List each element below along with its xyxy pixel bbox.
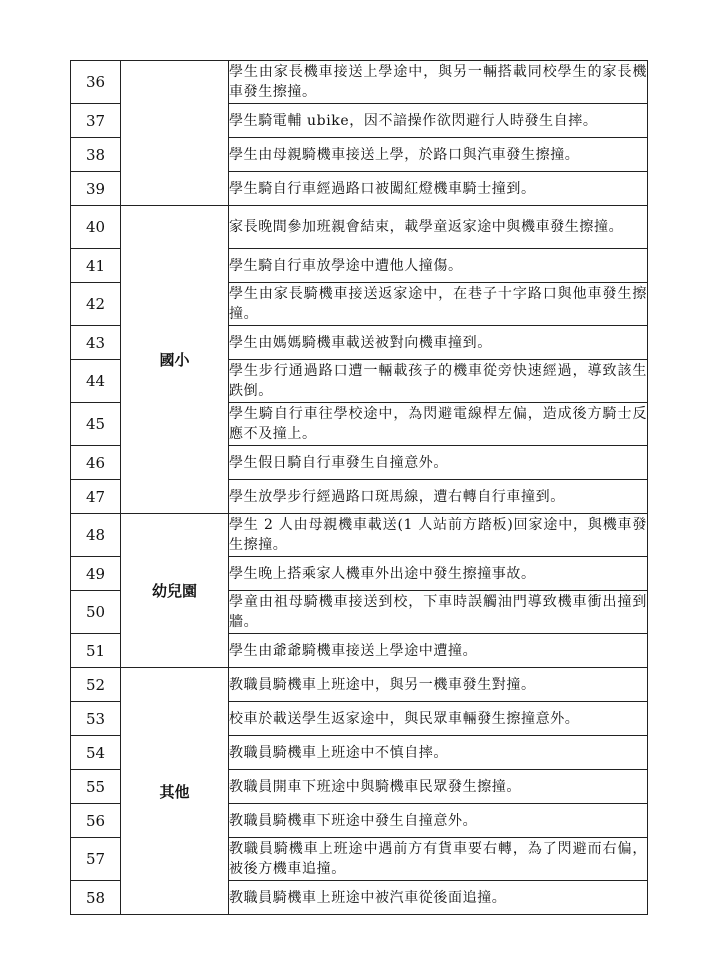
category-cell bbox=[121, 61, 229, 206]
table-row bbox=[71, 61, 648, 104]
incident-description: 學生騎電輔 ubike，因不諳操作欲閃避行人時發生自摔。 bbox=[229, 104, 648, 138]
case-number: 50 bbox=[71, 591, 121, 634]
case-number: 40 bbox=[71, 206, 121, 249]
case-number: 46 bbox=[71, 446, 121, 480]
incident-description: 學生騎自行車往學校途中，為閃避電線桿左偏，造成後方騎士反應不及撞上。 bbox=[229, 403, 648, 446]
case-number: 36 bbox=[71, 61, 121, 104]
case-number: 41 bbox=[71, 249, 121, 283]
incident-description: 教職員騎機車上班途中不慎自摔。 bbox=[229, 736, 648, 770]
case-number: 54 bbox=[71, 736, 121, 770]
incident-description: 學生假日騎自行車發生自撞意外。 bbox=[229, 446, 648, 480]
case-number: 48 bbox=[71, 514, 121, 557]
incident-description: 學生騎自行車經過路口被闖紅燈機車騎士撞到。 bbox=[229, 172, 648, 206]
incident-description: 學童由祖母騎機車接送到校，下車時誤觸油門導致機車衝出撞到牆。 bbox=[229, 591, 648, 634]
case-number: 39 bbox=[71, 172, 121, 206]
case-number: 37 bbox=[71, 104, 121, 138]
category-cell: 其他 bbox=[121, 668, 229, 915]
table-row bbox=[71, 514, 648, 557]
case-number: 45 bbox=[71, 403, 121, 446]
incident-description: 教職員騎機車上班途中遇前方有貨車要右轉，為了閃避而右偏，被後方機車追撞。 bbox=[229, 838, 648, 881]
case-number: 57 bbox=[71, 838, 121, 881]
case-number: 52 bbox=[71, 668, 121, 702]
category-cell: 國小 bbox=[121, 206, 229, 514]
case-number: 51 bbox=[71, 634, 121, 668]
incident-description: 學生由家長機車接送上學途中，與另一輛搭載同校學生的家長機車發生擦撞。 bbox=[229, 61, 648, 104]
incident-description: 學生放學步行經過路口斑馬線，遭右轉自行車撞到。 bbox=[229, 480, 648, 514]
incident-description: 學生 2 人由母親機車載送(1 人站前方踏板)回家途中，與機車發生擦撞。 bbox=[229, 514, 648, 557]
case-number: 38 bbox=[71, 138, 121, 172]
incident-description: 學生步行通過路口遭一輛載孩子的機車從旁快速經過，導致該生跌倒。 bbox=[229, 360, 648, 403]
incident-description: 學生晚上搭乘家人機車外出途中發生擦撞事故。 bbox=[229, 557, 648, 591]
incident-table bbox=[70, 60, 648, 915]
incident-description: 學生由媽媽騎機車載送被對向機車撞到。 bbox=[229, 326, 648, 360]
incident-description: 學生由爺爺騎機車接送上學途中遭撞。 bbox=[229, 634, 648, 668]
case-number: 42 bbox=[71, 283, 121, 326]
incident-description: 校車於載送學生返家途中，與民眾車輛發生擦撞意外。 bbox=[229, 702, 648, 736]
table-row bbox=[71, 206, 648, 249]
table-row bbox=[71, 668, 648, 702]
incident-description: 教職員騎機車下班途中發生自撞意外。 bbox=[229, 804, 648, 838]
incident-description: 教職員開車下班途中與騎機車民眾發生擦撞。 bbox=[229, 770, 648, 804]
incident-description: 學生由母親騎機車接送上學，於路口與汽車發生擦撞。 bbox=[229, 138, 648, 172]
incident-description: 學生由家長騎機車接送返家途中，在巷子十字路口與他車發生擦撞。 bbox=[229, 283, 648, 326]
case-number: 43 bbox=[71, 326, 121, 360]
case-number: 47 bbox=[71, 480, 121, 514]
category-cell: 幼兒園 bbox=[121, 514, 229, 668]
case-number: 58 bbox=[71, 881, 121, 915]
incident-description: 學生騎自行車放學途中遭他人撞傷。 bbox=[229, 249, 648, 283]
case-number: 49 bbox=[71, 557, 121, 591]
case-number: 56 bbox=[71, 804, 121, 838]
incident-description: 家長晚間參加班親會結束，載學童返家途中與機車發生擦撞。 bbox=[229, 206, 648, 249]
incident-description: 教職員騎機車上班途中被汽車從後面追撞。 bbox=[229, 881, 648, 915]
case-number: 55 bbox=[71, 770, 121, 804]
incident-description: 教職員騎機車上班途中，與另一機車發生對撞。 bbox=[229, 668, 648, 702]
case-number: 44 bbox=[71, 360, 121, 403]
incident-table-body bbox=[71, 61, 648, 915]
case-number: 53 bbox=[71, 702, 121, 736]
